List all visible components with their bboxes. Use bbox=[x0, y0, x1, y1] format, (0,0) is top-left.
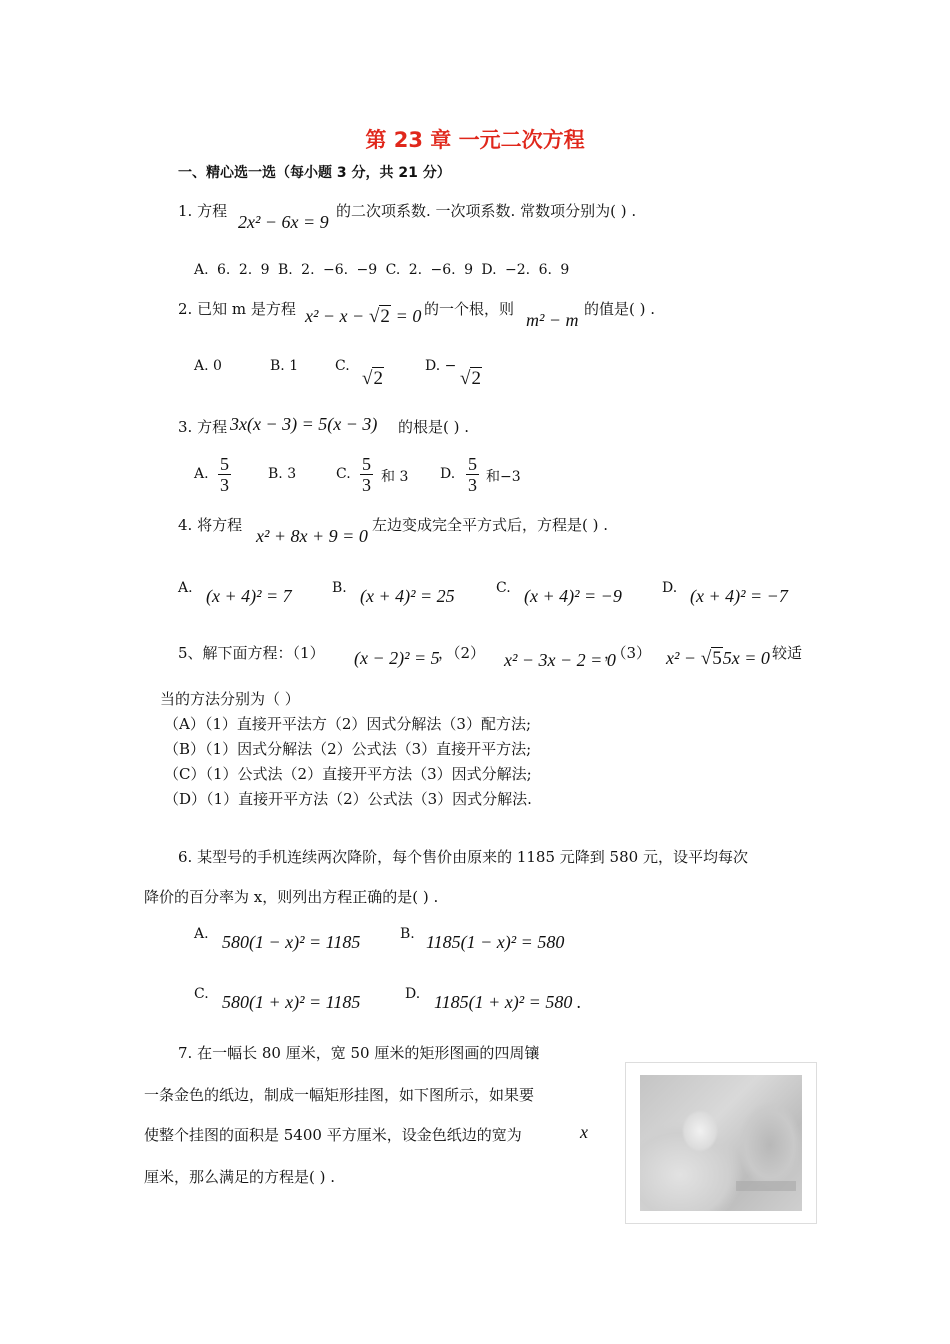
framed-picture bbox=[625, 1062, 817, 1224]
q2-equation: x² − x − √2 = 0 bbox=[305, 306, 422, 327]
q3-option-d: D. bbox=[440, 466, 456, 482]
q4-option-d-label: D. bbox=[662, 580, 678, 596]
q1-prefix: 1. 方程 bbox=[178, 202, 228, 220]
q2-option-a: A. 0 bbox=[194, 358, 222, 374]
q3-option-a-frac: $\frac{5}{3}$ bbox=[220, 454, 229, 495]
q4-option-d: (x + 4)² = −7 bbox=[690, 586, 788, 606]
q7-line3: 使整个挂图的面积是 5400 平方厘米，设金色纸边的宽为 bbox=[144, 1126, 522, 1144]
q5-option-c: （C）（1）公式法（2）直接开平方法（3）因式分解法; bbox=[164, 765, 532, 783]
q3-option-b: B. 3 bbox=[268, 466, 297, 482]
page-title: 第 23 章 一元二次方程 bbox=[365, 128, 585, 152]
q7-variable: x bbox=[580, 1122, 588, 1142]
q2-mid: 的一个根，则 bbox=[424, 300, 515, 318]
q1-options: A. 6. 2. 9 B. 2. −6. −9 C. 2. −6. 9 D. −2. 6. 9 bbox=[194, 262, 570, 278]
q5-prefix: 5、解下面方程：（1） bbox=[178, 644, 325, 662]
q6-option-b-label: B. bbox=[400, 926, 415, 942]
q6-line2: 降价的百分率为 x，则列出方程正确的是( ) . bbox=[144, 888, 439, 906]
q5-sep2: ，（2） bbox=[438, 644, 486, 662]
q5-equation2: x² − 3x − 2 = 0 bbox=[504, 650, 616, 670]
picture-caption-mark bbox=[736, 1181, 796, 1191]
q6-option-a-label: A. bbox=[194, 926, 209, 942]
q1-suffix: 的二次项系数. 一次项系数. 常数项分别为( ) . bbox=[336, 202, 637, 220]
q2-option-b: B. 1 bbox=[270, 358, 299, 374]
q6-option-d: 1185(1 + x)² = 580 . bbox=[434, 992, 582, 1012]
q5-option-a: （A）（1）直接开平法方（2）因式分解法（3）配方法; bbox=[164, 715, 532, 733]
q3-option-c: C. bbox=[336, 466, 351, 482]
q6-option-a: 580(1 − x)² = 1185 bbox=[222, 932, 361, 952]
q4-equation: x² + 8x + 9 = 0 bbox=[256, 526, 368, 546]
q6-option-c-label: C. bbox=[194, 986, 209, 1002]
q3-equation: 3x(x − 3) = 5(x − 3) bbox=[230, 414, 378, 434]
q4-prefix: 4. 将方程 bbox=[178, 516, 243, 534]
q7-line1: 7. 在一幅长 80 厘米，宽 50 厘米的矩形图画的四周镶 bbox=[178, 1044, 540, 1062]
picture-image bbox=[640, 1075, 802, 1211]
q3-option-d-frac: $\frac{5}{3}$ bbox=[468, 454, 477, 495]
q2-prefix: 2. 已知 m 是方程 bbox=[178, 300, 296, 318]
q3-option-a: A. bbox=[194, 466, 209, 482]
q4-suffix: 左边变成完全平方式后，方程是( ) . bbox=[372, 516, 609, 534]
section-heading: 一、精心选一选（每小题 3 分，共 21 分） bbox=[178, 165, 451, 181]
q6-option-c: 580(1 + x)² = 1185 bbox=[222, 992, 361, 1012]
q4-option-a: (x + 4)² = 7 bbox=[206, 586, 292, 606]
q5-tail: 较适 bbox=[772, 644, 803, 662]
sqrt-symbol: √2 bbox=[368, 306, 390, 327]
q4-option-b: (x + 4)² = 25 bbox=[360, 586, 455, 606]
q5-line2: 当的方法分别为（ ） bbox=[160, 690, 300, 708]
q3-option-d-tail: 和−3 bbox=[486, 469, 521, 485]
q5-sep3: ，（3） bbox=[604, 644, 652, 662]
q5-option-d: （D）（1）直接开平方法（2）公式法（3）因式分解法. bbox=[164, 790, 532, 808]
q2-option-c-value: √2 bbox=[362, 368, 383, 389]
q5-equation1: (x − 2)² = 5 bbox=[354, 648, 440, 668]
q2-suffix: 的值是( ) . bbox=[584, 300, 656, 318]
q4-option-a-label: A. bbox=[178, 580, 193, 596]
q2-option-d-value: √2 bbox=[460, 368, 481, 389]
q1-equation: 2x² − 6x = 9 bbox=[238, 212, 329, 232]
q4-option-c: (x + 4)² = −9 bbox=[524, 586, 622, 606]
q3-option-c-tail: 和 3 bbox=[381, 469, 409, 485]
q3-option-c-frac: $\frac{5}{3}$ bbox=[362, 454, 371, 495]
q6-line1: 6. 某型号的手机连续两次降阶，每个售价由原来的 1185 元降到 580 元，设平均每次 bbox=[178, 848, 748, 866]
q5-option-b: （B）（1）因式分解法（2）公式法（3）直接开平方法; bbox=[164, 740, 532, 758]
q5-equation3: x² − √55x = 0 bbox=[666, 648, 770, 669]
q7-line2: 一条金色的纸边，制成一幅矩形挂图，如下图所示，如果要 bbox=[144, 1086, 535, 1104]
q6-option-b: 1185(1 − x)² = 580 bbox=[426, 932, 565, 952]
q6-option-d-label: D. bbox=[405, 986, 421, 1002]
q4-option-c-label: C. bbox=[496, 580, 511, 596]
q2-option-c: C. bbox=[335, 358, 350, 374]
q2-equation2: m² − m bbox=[526, 310, 579, 330]
q2-option-d: D. − bbox=[425, 358, 457, 374]
q4-option-b-label: B. bbox=[332, 580, 347, 596]
q3-prefix: 3. 方程 bbox=[178, 418, 228, 436]
q3-suffix: 的根是( ) . bbox=[398, 418, 470, 436]
q7-line4: 厘米，那么满足的方程是( ) . bbox=[144, 1168, 336, 1186]
